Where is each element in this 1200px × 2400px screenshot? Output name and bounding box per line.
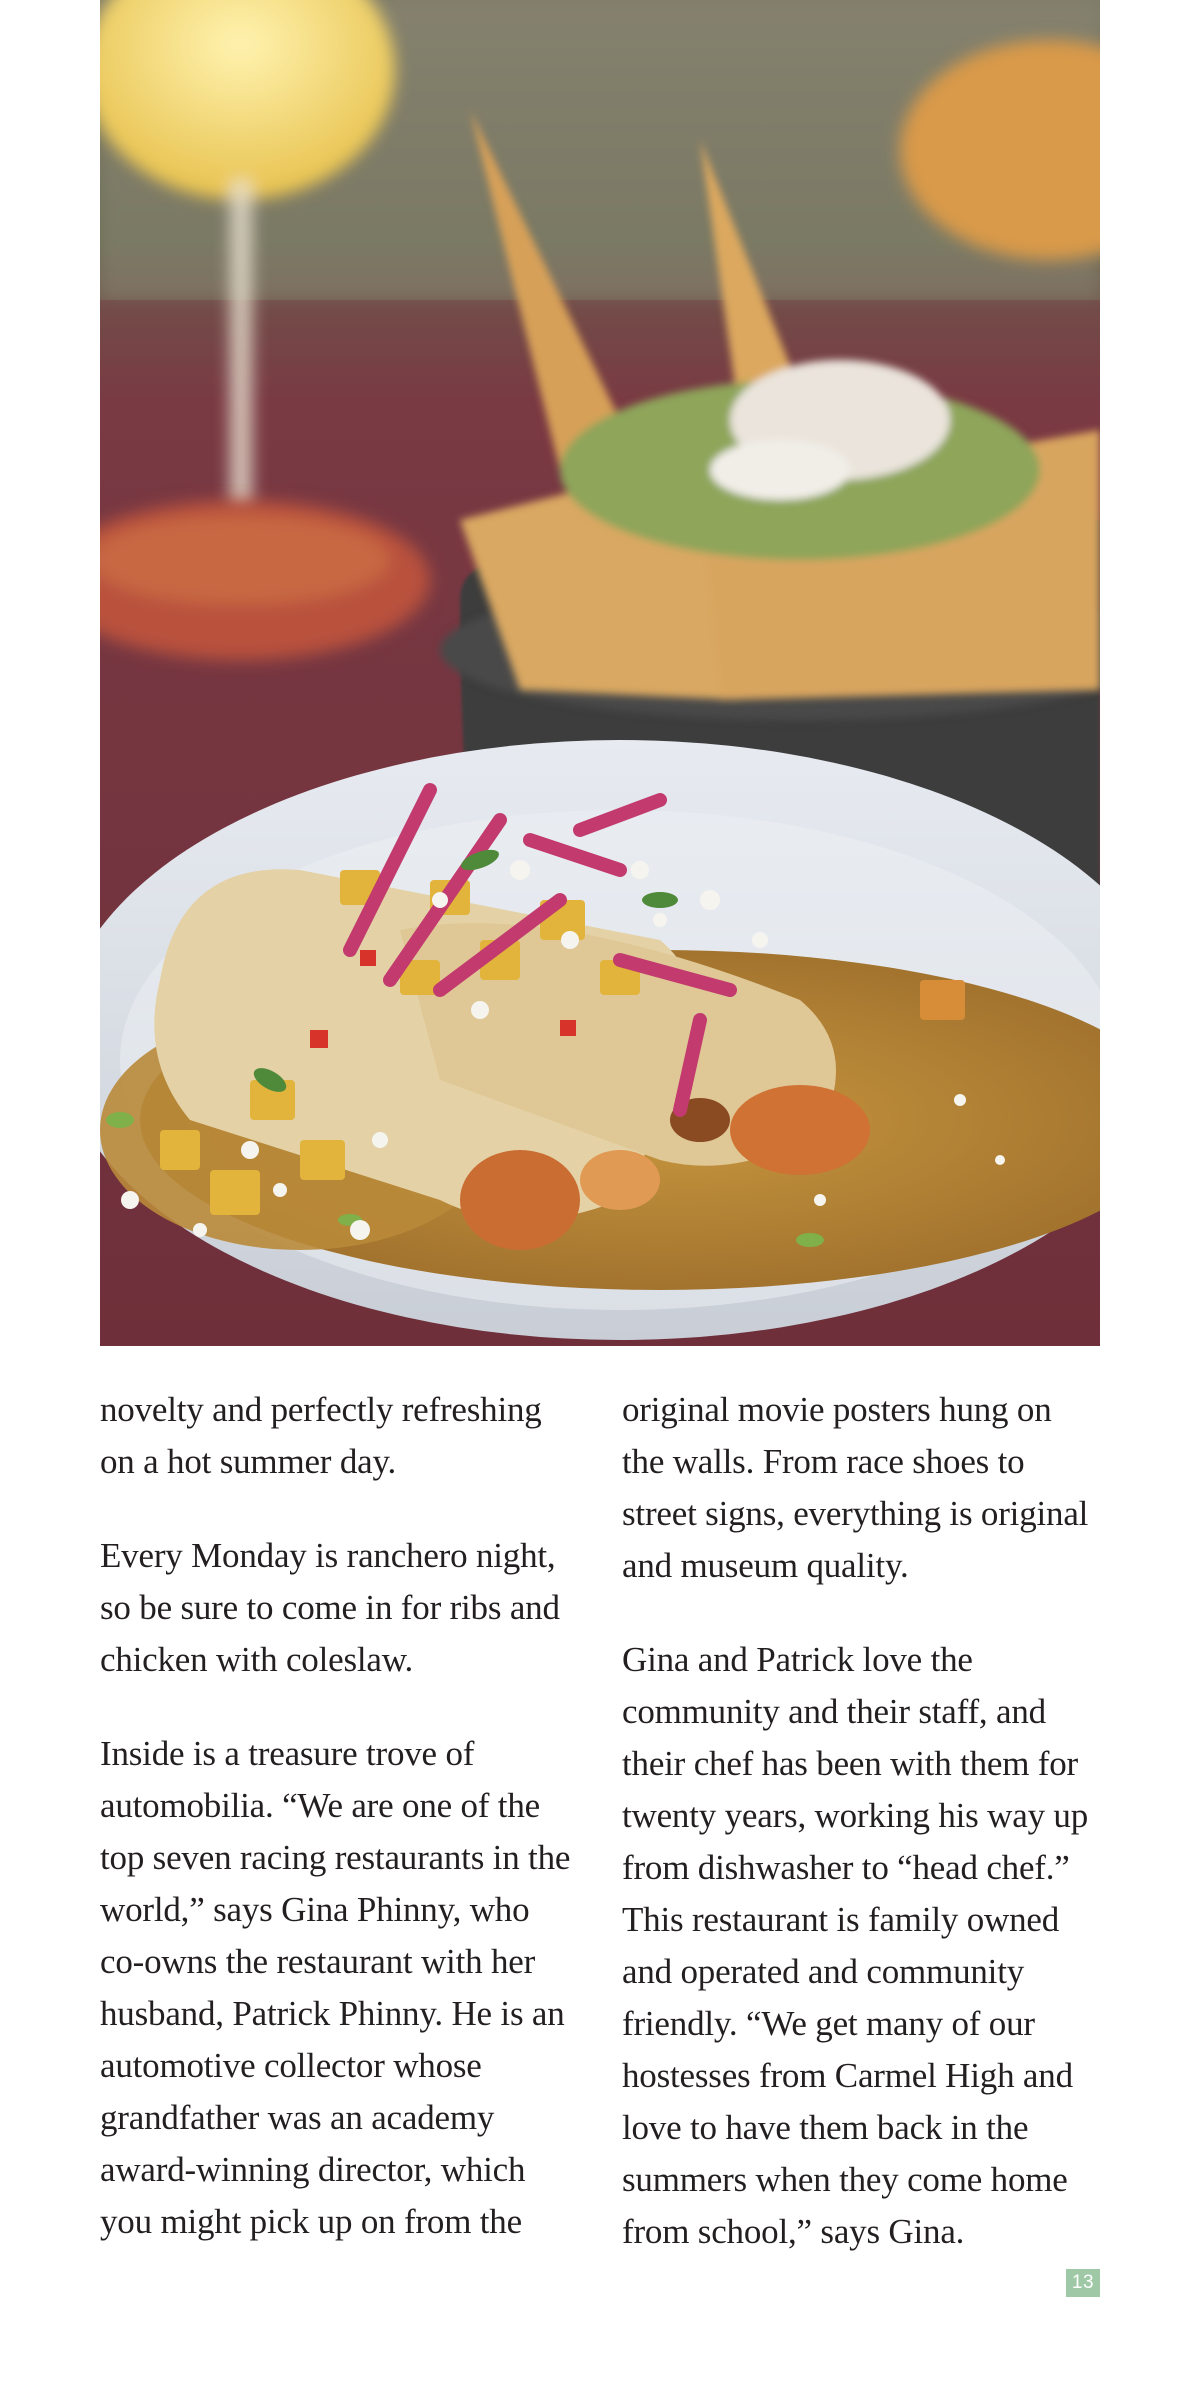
paragraph: Every Monday is ranchero night, so be sure to come in for ribs and chicken with coleslaw. [100, 1536, 560, 1679]
page-number: 13 [1066, 2269, 1100, 2297]
paragraph: Inside is a treasure trove of automobilia. “We are one of the top seven racing restaurants in the world,” says Gina Phinny, who co-owns the restaurant with her husband, Patrick Phinny. He is an automotive collector whose grandfather was an academy award-winning director, which you might pick up on from the [100, 1734, 571, 2241]
article-column-right [622, 1384, 1102, 2300]
food-photo-illustration [100, 0, 1100, 1346]
paragraph: Gina and Patrick love the community and their staff, and their chef has been with them for twenty years, working his way up from dishwasher to “head chef.” This restaurant is family owned and operated and community friendly. “We get many of our hostesses from Carmel High and love to have them back in the summers when they come home from school,” says Gina. [622, 1640, 1089, 2251]
paragraph: original movie posters hung on the walls. From race shoes to street signs, everything is original and museum quality. [622, 1390, 1089, 1585]
article-column-left [100, 1384, 580, 2290]
paragraph: novelty and perfectly refreshing on a hot summer day. [100, 1390, 542, 1481]
food-photo [100, 0, 1100, 1346]
